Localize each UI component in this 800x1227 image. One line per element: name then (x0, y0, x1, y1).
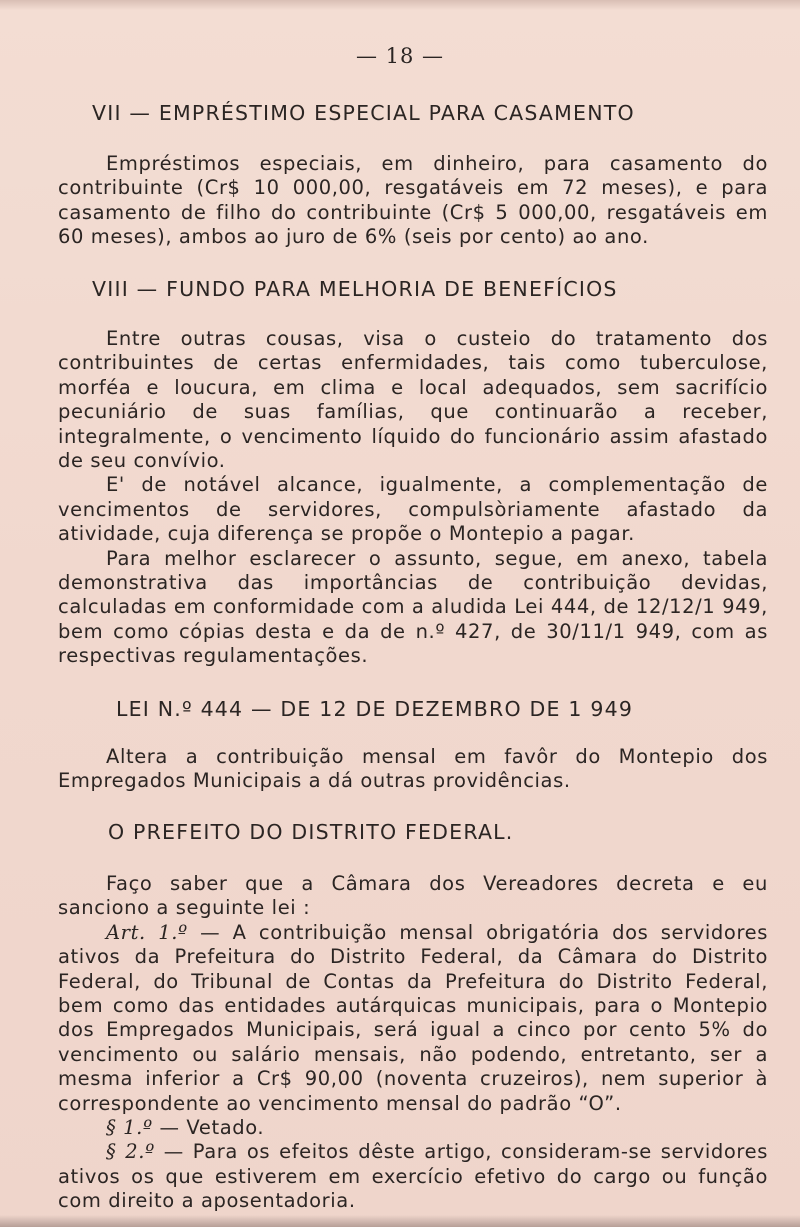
article-1-text: — A contribuição mensal obrigatória dos servidores ativos da Prefeitura do Distrito Federal, da Câmara do Distrito Federal, do Tribunal de Contas da Prefeitura do Distrito Federal, bem como das entidades autárquicas municipais, para o Montepio dos Empregados Municipais, será igual a cinco por cento 5% do vencimento ou salário mensais, não podendo, entretanto, ser a mesma inferior a Cr$ 90,00 (noventa cruzeiros), nem superior à correspondente ao vencimento mensal do padrão “O”. (58, 920, 768, 1115)
section-vii-body (58, 152, 768, 250)
paragraph-1-text: — Vetado. (152, 1116, 265, 1140)
paragraph-2 (58, 1140, 768, 1213)
paragraph-2-text: — Para os efeitos dêste artigo, consideram-se servidores ativos os que estiverem em exercício efetivo do cargo ou função com direito a aposentadoria. (58, 1140, 768, 1213)
section-viii-paragraph-3: Para melhor esclarecer o assunto, segue, em anexo, tabela demonstrativa das importâncias de contribuição devidas, calculadas em conformidade com a aludida Lei 444, de 12/12/1 949, bem como cópias desta e da de n.º 427, de 30/11/1 949, com as respectivas regulamentações. (58, 546, 768, 668)
lei-intro: Faço saber que a Câmara dos Vereadores decreta e eu sanciono a seguinte lei : (58, 872, 768, 920)
paragraph-1-label: § 1.º (106, 1116, 153, 1140)
lei-ementa-block (58, 745, 768, 794)
paragraph-1 (58, 1116, 768, 1140)
section-viii-heading: VIII — FUNDO PARA MELHORIA DE BENEFÍCIOS (92, 277, 618, 301)
section-viii-paragraph-1: Entre outras cousas, visa o custeio do tratamento dos contribuintes de certas enfermidades, tais como tuberculose, morféa e loucura, em clima e local adequados, sem sacrifício pecuniário de suas famílias, que continuarão a receber, integralmente, o vencimento líquido do funcionário assim afastado de seu convívio. (58, 327, 768, 473)
page-number: — 18 — (355, 44, 445, 68)
paragraph-2-label: § 2.º (106, 1140, 155, 1164)
article-1-label: Art. 1.º (106, 920, 188, 944)
page-bottom-shadow (0, 1215, 800, 1227)
section-viii-body (58, 327, 768, 669)
section-vii-heading: VII — EMPRÉSTIMO ESPECIAL PARA CASAMENTO (92, 101, 635, 125)
lei-heading: LEI N.º 444 — DE 12 DE DEZEMBRO DE 1 949 (116, 697, 634, 721)
article-1 (58, 921, 768, 1116)
section-vii-paragraph: Empréstimos especiais, em dinheiro, para casamento do contribuinte (Cr$ 10 000,00, resgatáveis em 72 meses), e para casamento de filho do contribuinte (Cr$ 5 000,00, resgatáveis em 60 meses), ambos ao juro de 6% (seis por cento) ao ano. (58, 152, 768, 249)
section-viii-paragraph-2: E' de notável alcance, igualmente, a complementação de vencimentos de servidores, compulsòriamente afastado da atividade, cuja diferença se propõe o Montepio a pagar. (58, 473, 768, 546)
page-top-shadow (0, 0, 800, 10)
prefeito-heading: O PREFEITO DO DISTRITO FEDERAL. (108, 820, 514, 844)
lei-ementa: Altera a contribuição mensal em favôr do Montepio dos Empregados Municipais a dá outras providências. (58, 745, 768, 793)
lei-articles-block (58, 872, 768, 1214)
